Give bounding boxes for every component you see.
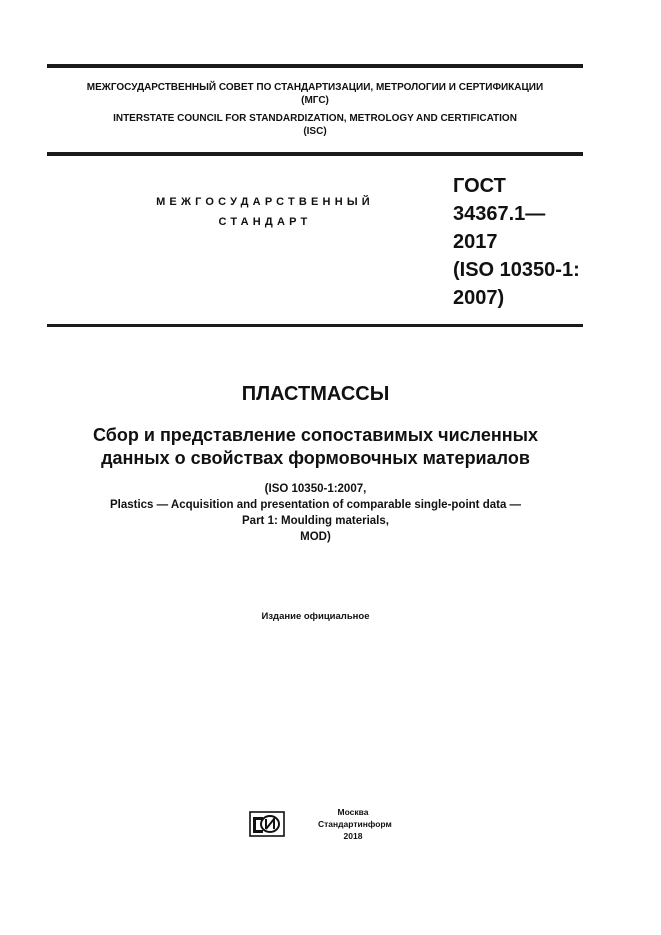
document-title: ПЛАСТМАССЫ [241,383,390,405]
top-rule [47,64,583,68]
iso-reference [0,481,631,545]
standartinform-logo-icon [249,811,285,837]
council-en-abbr: (ISC) [303,126,327,137]
standard-number-line: 2007) [453,287,505,309]
council-ru-name: МЕЖГОСУДАРСТВЕННЫЙ СОВЕТ ПО СТАНДАРТИЗАЦИИ, МЕТРОЛОГИИ И СЕРТИФИКАЦИИ [86,82,544,93]
publisher [318,806,392,842]
publisher-year: 2018 [343,831,363,841]
standard-type-line1: МЕЖГОСУДАРСТВЕННЫЙ [156,196,374,208]
middle-rule [47,152,583,156]
iso-reference-line: (ISO 10350-1:2007, [264,483,367,495]
subtitle-line: данных о свойствах формовочных материалов [101,448,530,468]
standard-type-line2: СТАНДАРТ [218,216,312,228]
standard-number-line: 2017 [453,231,498,253]
iso-reference-line: Plastics — Acquisition and presentation of comparable single-point data — [109,499,522,511]
standard-number-line: 34367.1— [453,203,546,225]
standard-number [453,172,583,312]
standard-type [100,192,430,232]
council-ru [47,81,583,107]
standard-number-line: ГОСТ [453,175,506,197]
document-subtitle [0,424,631,470]
iso-reference-line: Part 1: Moulding materials, [242,515,389,527]
publisher-city: Москва [337,807,369,817]
council-en [47,112,583,138]
edition-note: Издание официальное [261,611,370,622]
publisher-name: Стандартинформ [318,819,392,829]
bottom-rule [47,324,583,327]
standard-number-line: (ISO 10350-1: [453,259,580,281]
council-ru-abbr: (МГС) [301,95,329,106]
subtitle-line: Сбор и представление сопоставимых численных [93,425,538,445]
council-en-name: INTERSTATE COUNCIL FOR STANDARDIZATION, METROLOGY AND CERTIFICATION [113,113,517,124]
iso-reference-line: MOD) [300,531,331,543]
